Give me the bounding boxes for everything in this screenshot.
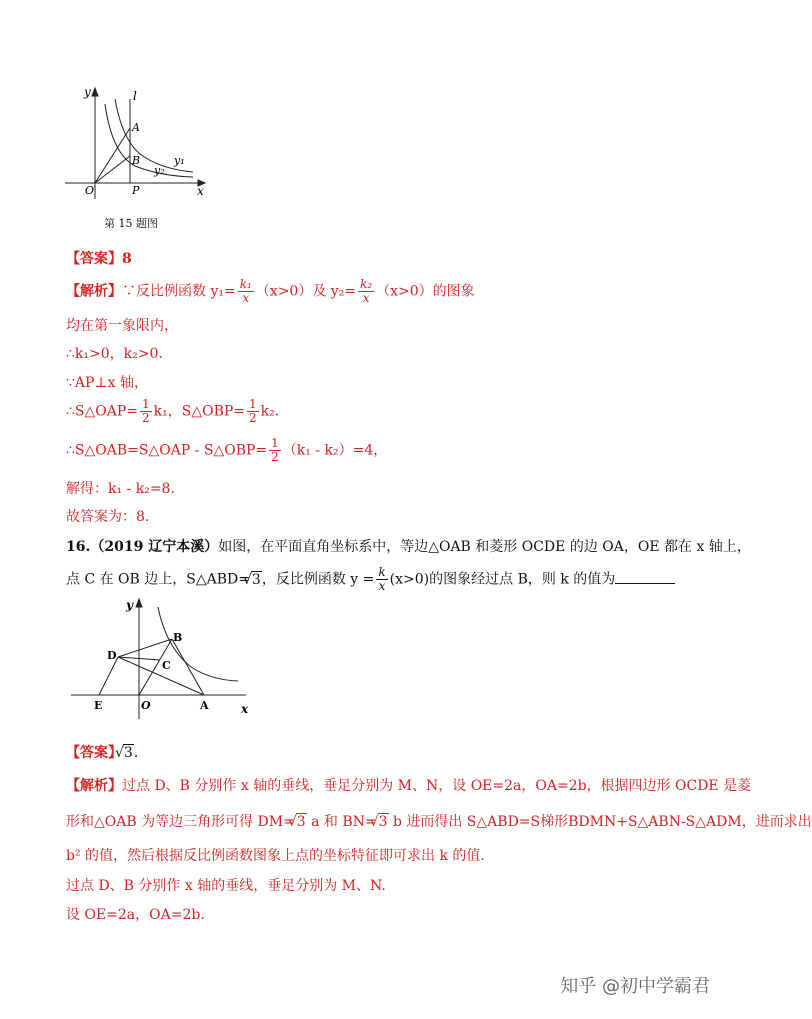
q16-stem-2c: (x>0)的图象经过点 B，则 k 的值为 [389, 571, 616, 588]
sqrt-3: √ 3 [296, 813, 307, 830]
fraction-half [140, 398, 152, 425]
q16-source: （2019 辽宁本溪） [90, 539, 219, 555]
figure-15-caption: 第 15 题图 [104, 217, 158, 230]
q16-a2b: a 和 BN= [306, 814, 377, 830]
q16-stem-line-2 [66, 566, 675, 593]
fraction-k-x [376, 566, 387, 593]
q16-analysis-line-1 [66, 775, 751, 795]
frac-num: k₁ [239, 277, 252, 291]
q16-analysis-line-3: b² 的值，然后根据反比例函数图象上点的坐标特征即可求出 k 的值. [66, 848, 485, 864]
segment-BA [172, 639, 204, 695]
label-B: B [132, 154, 141, 167]
label-y2: y₂ [154, 164, 165, 177]
q15-analysis-line-1 [66, 278, 475, 305]
q15-l1-b: （x>0）及 y₂= [255, 283, 357, 300]
frac-den: 2 [249, 411, 257, 425]
label-E: E [94, 699, 103, 712]
q15-analysis-line-5 [66, 398, 279, 425]
label-O: O [85, 184, 95, 197]
frac-num: k [378, 565, 386, 579]
q16-answer-tag: 【答案】 [66, 745, 122, 761]
q15-analysis-tag: 【解析】 [66, 283, 122, 300]
label-B: B [173, 631, 183, 644]
y-arrow [92, 88, 98, 96]
frac-num: 1 [142, 397, 150, 411]
q16-stem-2a: 点 C 在 OB 边上，S△ABD= [66, 571, 250, 588]
fraction-half [269, 437, 281, 464]
q15-l5-c: k₂. [260, 403, 280, 420]
segment-DB [118, 639, 172, 657]
q16-analysis-line-2 [66, 811, 812, 831]
q16-a2c: b 进而得出 S△ABD=S梯形BDMN+S△ABN-S△ADM，进而求出 [388, 814, 812, 830]
figure-15 [60, 84, 210, 209]
q16-stem-line-1 [66, 536, 751, 556]
q15-l1-c: （x>0）的图象 [376, 283, 475, 300]
q16-a2a: 形和△OAB 为等边三角形可得 DM= [66, 814, 295, 830]
q16-number: 16. [66, 539, 91, 555]
label-x: x [241, 702, 249, 716]
frac-den: x [242, 291, 250, 305]
q16-answer [66, 742, 138, 762]
label-y: y [126, 598, 133, 612]
q16-analysis-line-4: 过点 D、B 分别作 x 轴的垂线，垂足分别为 M、N. [66, 878, 386, 894]
q15-answer-tag: 【答案】 [66, 251, 122, 267]
frac-den: x [378, 579, 386, 593]
q15-analysis-line-7: 解得：k₁ - k₂=8. [66, 481, 175, 497]
segment-DA [118, 657, 204, 695]
q15-l5-b: k₁，S△OBP= [153, 403, 246, 420]
answer-sqrt-3: √ 3 [123, 744, 134, 761]
q15-analysis-line-2: 均在第一象限内， [66, 318, 178, 334]
label-A: A [132, 121, 140, 134]
figure-16 [66, 597, 256, 722]
label-y1: y₁ [174, 154, 185, 167]
q15-l6-b: （k₁ - k₂）=4， [282, 442, 388, 459]
fraction-k1-x [238, 278, 254, 305]
frac-den: x [362, 291, 370, 305]
label-l: l [133, 89, 137, 103]
q16-stem-1: 如图，在平面直角坐标系中，等边△OAB 和菱形 OCDE 的边 OA，OE 都在 x 轴上， [218, 539, 751, 555]
sqrt-3: √ 3 [251, 571, 262, 588]
q16-analysis-line-5: 设 OE=2a，OA=2b. [66, 907, 205, 923]
fraction-half [247, 398, 259, 425]
q16-stem-2b: ，反比例函数 y = [261, 571, 375, 588]
q16-analysis-tag: 【解析】 [66, 778, 122, 794]
label-O: O [141, 699, 151, 712]
sqrt-3: √ 3 [378, 813, 389, 830]
label-C: C [162, 659, 171, 672]
label-x: x [197, 184, 204, 198]
y-arrow [136, 599, 142, 607]
answer-blank [615, 571, 675, 584]
frac-den: 2 [142, 411, 150, 425]
label-D: D [107, 649, 117, 662]
label-y: y [84, 85, 91, 99]
frac-num: k₂ [360, 277, 373, 291]
segment-ED [99, 657, 118, 695]
q15-analysis-line-8: 故答案为：8. [66, 509, 150, 525]
segment-OB [95, 156, 130, 183]
q15-l6-a: ∴S△OAB=S△OAP - S△OBP= [66, 442, 268, 459]
q15-l5-a: ∴S△OAP= [66, 403, 139, 420]
q15-l1-a: ∵反比例函数 y₁= [122, 283, 236, 300]
zhihu-watermark: 知乎 @初中学霸君 [560, 976, 710, 997]
label-P: P [132, 184, 140, 197]
frac-num: 1 [271, 436, 279, 450]
fraction-k2-x [358, 278, 374, 305]
label-A: A [200, 699, 209, 712]
q15-answer [66, 248, 132, 268]
q15-answer-value: 8 [122, 251, 132, 267]
answer-tail: . [133, 745, 139, 761]
q15-analysis-line-6 [66, 437, 387, 464]
q15-analysis-line-4: ∵AP⊥x 轴， [66, 375, 148, 391]
frac-num: 1 [249, 397, 257, 411]
q16-a1: 过点 D、B 分别作 x 轴的垂线，垂足分别为 M、N，设 OE=2a，OA=2b，根据四边形 OCDE 是菱 [122, 778, 752, 794]
q15-analysis-line-3: ∴k₁>0，k₂>0. [66, 346, 163, 362]
frac-den: 2 [271, 450, 279, 464]
